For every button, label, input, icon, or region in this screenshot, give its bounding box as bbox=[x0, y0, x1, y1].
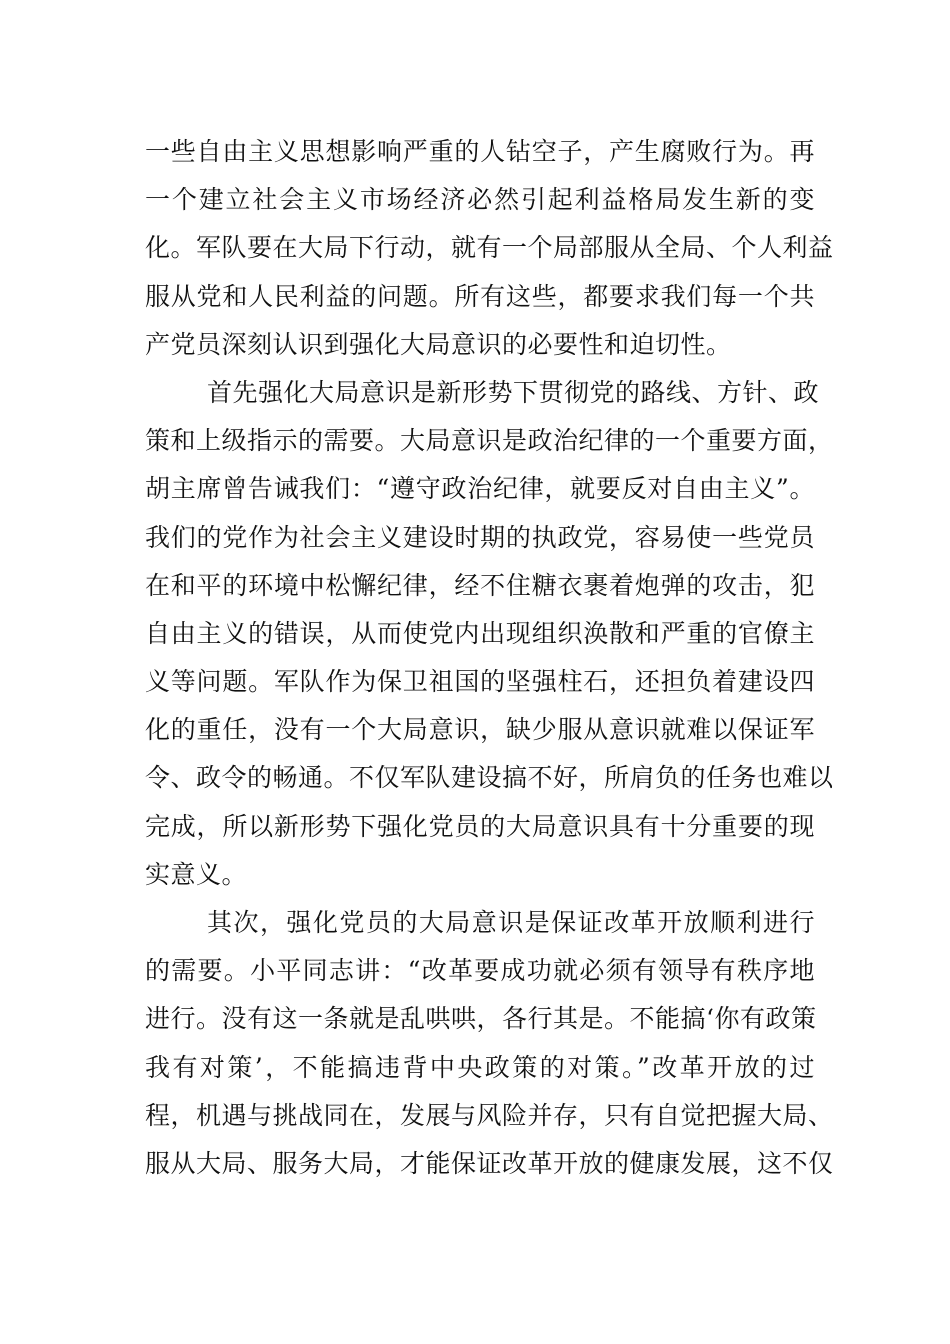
text-line: 我有对策’，不能搞违背中央政策的对策。”改革开放的过 bbox=[145, 1052, 815, 1082]
text-line: 一个建立社会主义市场经济必然引起利益格局发生新的变 bbox=[145, 185, 815, 215]
paragraph-first-line: 其次，强化党员的大局意识是保证改革开放顺利进行 bbox=[207, 908, 815, 937]
text-line: 策和上级指示的需要。大局意识是政治纪律的一个重要方面， bbox=[145, 426, 834, 456]
text-line: 一些自由主义思想影响严重的人钻空子，产生腐败行为。再 bbox=[145, 137, 815, 166]
text-line: 完成，所以新形势下强化党员的大局意识具有十分重要的现 bbox=[145, 811, 815, 841]
paragraph-first-line: 首先强化大局意识是新形势下贯彻党的路线、方针、政 bbox=[207, 377, 820, 407]
text-line: 义等问题。军队作为保卫祖国的坚强柱石，还担负着建设四 bbox=[145, 667, 815, 697]
text-line: 化的重任，没有一个大局意识，缺少服从意识就难以保证军 bbox=[145, 715, 815, 745]
paragraph-end-line: 实意义。 bbox=[145, 859, 248, 889]
body-text bbox=[145, 128, 834, 1188]
text-line: 进行。没有这一条就是乱哄哄，各行其是。不能搞‘你有政策 bbox=[145, 1004, 817, 1034]
text-line: 服从党和人民利益的问题。所有这些，都要求我们每一个共 bbox=[145, 281, 815, 311]
text-line: 服从大局、服务大局，才能保证改革开放的健康发展，这不仅 bbox=[145, 1148, 834, 1178]
text-line: 令、政令的畅通。不仅军队建设搞不好，所肩负的任务也难以 bbox=[145, 763, 834, 793]
text-line: 的需要。小平同志讲：“改革要成功就必须有领导有秩序地 bbox=[145, 956, 815, 986]
text-line: 化。军队要在大局下行动，就有一个局部服从全局、个人利益 bbox=[145, 233, 834, 263]
text-line: 自由主义的错误，从而使党内出现组织涣散和严重的官僚主 bbox=[145, 618, 815, 648]
text-line: 在和平的环境中松懈纪律，经不住糖衣裹着炮弹的攻击，犯 bbox=[145, 570, 815, 600]
text-line: 我们的党作为社会主义建设时期的执政党，容易使一些党员 bbox=[145, 522, 815, 552]
text-line: 程，机遇与挑战同在，发展与风险并存，只有自觉把握大局、 bbox=[145, 1100, 834, 1130]
paragraph-end-line: 产党员深刻认识到强化大局意识的必要性和迫切性。 bbox=[145, 329, 732, 359]
text-line: 胡主席曾告诫我们：“遵守政治纪律，就要反对自由主义”。 bbox=[145, 474, 815, 504]
